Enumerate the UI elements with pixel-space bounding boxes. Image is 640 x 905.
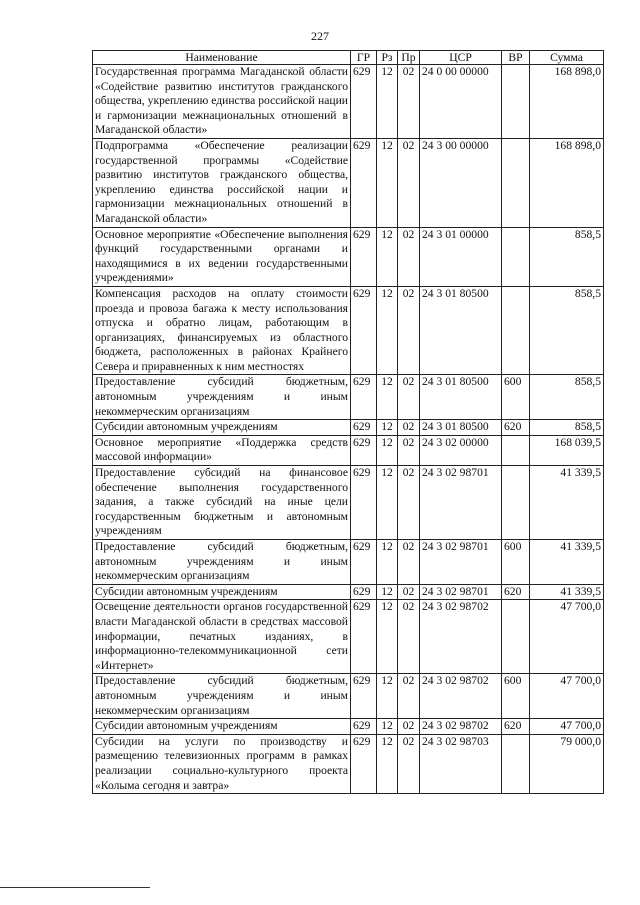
cell-pr: 02 — [398, 466, 420, 540]
header-gr: ГР — [351, 51, 377, 65]
cell-rz: 12 — [377, 227, 398, 286]
cell-pr: 02 — [398, 286, 420, 375]
cell-rz: 12 — [377, 138, 398, 227]
cell-name: Предоставление субсидий бюджетным, автономным учреждениям и иным некоммерческим организациям — [93, 674, 351, 719]
cell-gr: 629 — [351, 435, 377, 465]
cell-vr: 620 — [502, 719, 530, 735]
cell-name: Освещение деятельности органов государственной власти Магаданской области в средствах массовой информации, печатных изданиях, в информационно-телекоммуникационной сети «Интернет» — [93, 600, 351, 674]
cell-vr — [502, 286, 530, 375]
header-sum: Сумма — [530, 51, 604, 65]
table-row — [93, 375, 604, 420]
cell-name: Субсидии автономным учреждениям — [93, 719, 351, 735]
cell-csr: 24 3 01 80500 — [420, 375, 502, 420]
table-row — [93, 719, 604, 735]
cell-sum: 168 898,0 — [530, 65, 604, 139]
cell-csr: 24 3 01 00000 — [420, 227, 502, 286]
cell-name: Подпрограмма «Обеспечение реализации государственной программы «Содействие развитию институтов гражданского общества, укреплению единства российской нации и гармонизации межнациональных отношений в Магаданской области» — [93, 138, 351, 227]
cell-csr: 24 3 00 00000 — [420, 138, 502, 227]
table-row — [93, 138, 604, 227]
cell-name: Субсидии автономным учреждениям — [93, 584, 351, 600]
cell-vr — [502, 227, 530, 286]
cell-csr: 24 3 01 80500 — [420, 286, 502, 375]
cell-rz: 12 — [377, 375, 398, 420]
table-row — [93, 435, 604, 465]
cell-vr — [502, 600, 530, 674]
cell-gr: 629 — [351, 138, 377, 227]
cell-vr — [502, 734, 530, 793]
cell-pr: 02 — [398, 600, 420, 674]
cell-rz: 12 — [377, 540, 398, 585]
cell-sum: 47 700,0 — [530, 719, 604, 735]
cell-rz: 12 — [377, 466, 398, 540]
cell-vr: 600 — [502, 674, 530, 719]
cell-sum: 858,5 — [530, 286, 604, 375]
cell-rz: 12 — [377, 420, 398, 436]
cell-sum: 168 898,0 — [530, 138, 604, 227]
cell-sum: 858,5 — [530, 375, 604, 420]
table-header-row — [93, 51, 604, 65]
header-vr: ВР — [502, 51, 530, 65]
cell-rz: 12 — [377, 65, 398, 139]
page-number: 227 — [311, 29, 329, 43]
cell-csr: 24 3 02 98702 — [420, 674, 502, 719]
cell-sum: 41 339,5 — [530, 540, 604, 585]
cell-sum: 41 339,5 — [530, 466, 604, 540]
cell-name: Предоставление субсидий бюджетным, автономным учреждениям и иным некоммерческим организациям — [93, 375, 351, 420]
cell-gr: 629 — [351, 466, 377, 540]
header-rz: Рз — [377, 51, 398, 65]
budget-table — [92, 50, 604, 794]
cell-pr: 02 — [398, 65, 420, 139]
cell-pr: 02 — [398, 138, 420, 227]
cell-gr: 629 — [351, 674, 377, 719]
cell-rz: 12 — [377, 584, 398, 600]
table-row — [93, 227, 604, 286]
cell-vr: 600 — [502, 540, 530, 585]
cell-name: Компенсация расходов на оплату стоимости проезда и провоза багажа к месту использования отпуска и обратно лицам, работающим в организациях, финансируемых из областного бюджета, расположенных в районах Крайнего Севера и приравненных к ним местностях — [93, 286, 351, 375]
cell-sum: 168 039,5 — [530, 435, 604, 465]
table-row — [93, 420, 604, 436]
cell-csr: 24 3 02 98701 — [420, 540, 502, 585]
cell-vr — [502, 435, 530, 465]
cell-name: Государственная программа Магаданской области «Содействие развитию институтов гражданского общества, укреплению единства российской нации и гармонизации межнациональных отношений в Магаданской области» — [93, 65, 351, 139]
table-row — [93, 734, 604, 793]
cell-rz: 12 — [377, 286, 398, 375]
cell-name: Предоставление субсидий на финансовое обеспечение выполнения государственного задания, а также субсидий на иные цели государственным бюджетным и автономным учреждениям — [93, 466, 351, 540]
cell-pr: 02 — [398, 734, 420, 793]
cell-pr: 02 — [398, 584, 420, 600]
cell-gr: 629 — [351, 286, 377, 375]
cell-name: Основное мероприятие «Поддержка средств массовой информации» — [93, 435, 351, 465]
cell-sum: 858,5 — [530, 420, 604, 436]
cell-pr: 02 — [398, 540, 420, 585]
cell-name: Основное мероприятие «Обеспечение выполнения функций государственными органами и находящимися в их ведении государственными учреждениями» — [93, 227, 351, 286]
cell-pr: 02 — [398, 674, 420, 719]
cell-csr: 24 3 02 98703 — [420, 734, 502, 793]
table-row — [93, 674, 604, 719]
cell-sum: 47 700,0 — [530, 600, 604, 674]
cell-vr: 620 — [502, 584, 530, 600]
table-row — [93, 600, 604, 674]
cell-csr: 24 3 02 98702 — [420, 600, 502, 674]
cell-vr: 620 — [502, 420, 530, 436]
cell-rz: 12 — [377, 435, 398, 465]
cell-gr: 629 — [351, 227, 377, 286]
cell-name: Субсидии на услуги по производству и размещению телевизионных программ в рамках реализации социально-культурного проекта «Колыма сегодня и завтра» — [93, 734, 351, 793]
cell-sum: 858,5 — [530, 227, 604, 286]
cell-gr: 629 — [351, 65, 377, 139]
cell-csr: 24 3 02 98702 — [420, 719, 502, 735]
cell-csr: 24 3 02 00000 — [420, 435, 502, 465]
footer-rule — [0, 887, 150, 888]
cell-rz: 12 — [377, 600, 398, 674]
cell-rz: 12 — [377, 674, 398, 719]
cell-csr: 24 0 00 00000 — [420, 65, 502, 139]
cell-csr: 24 3 02 98701 — [420, 466, 502, 540]
table-row — [93, 286, 604, 375]
cell-csr: 24 3 01 80500 — [420, 420, 502, 436]
table-row — [93, 584, 604, 600]
table-row — [93, 65, 604, 139]
cell-pr: 02 — [398, 420, 420, 436]
cell-rz: 12 — [377, 734, 398, 793]
cell-pr: 02 — [398, 375, 420, 420]
cell-gr: 629 — [351, 375, 377, 420]
cell-pr: 02 — [398, 227, 420, 286]
cell-rz: 12 — [377, 719, 398, 735]
cell-sum: 41 339,5 — [530, 584, 604, 600]
cell-gr: 629 — [351, 734, 377, 793]
cell-vr: 600 — [502, 375, 530, 420]
cell-gr: 629 — [351, 719, 377, 735]
cell-vr — [502, 65, 530, 139]
cell-sum: 79 000,0 — [530, 734, 604, 793]
cell-gr: 629 — [351, 600, 377, 674]
cell-pr: 02 — [398, 719, 420, 735]
cell-pr: 02 — [398, 435, 420, 465]
cell-name: Предоставление субсидий бюджетным, автономным учреждениям и иным некоммерческим организациям — [93, 540, 351, 585]
header-pr: Пр — [398, 51, 420, 65]
cell-gr: 629 — [351, 540, 377, 585]
header-csr: ЦСР — [420, 51, 502, 65]
table-row — [93, 540, 604, 585]
cell-gr: 629 — [351, 584, 377, 600]
cell-vr — [502, 138, 530, 227]
cell-csr: 24 3 02 98701 — [420, 584, 502, 600]
cell-gr: 629 — [351, 420, 377, 436]
cell-vr — [502, 466, 530, 540]
cell-sum: 47 700,0 — [530, 674, 604, 719]
cell-name: Субсидии автономным учреждениям — [93, 420, 351, 436]
table-row — [93, 466, 604, 540]
header-name: Наименование — [93, 51, 351, 65]
